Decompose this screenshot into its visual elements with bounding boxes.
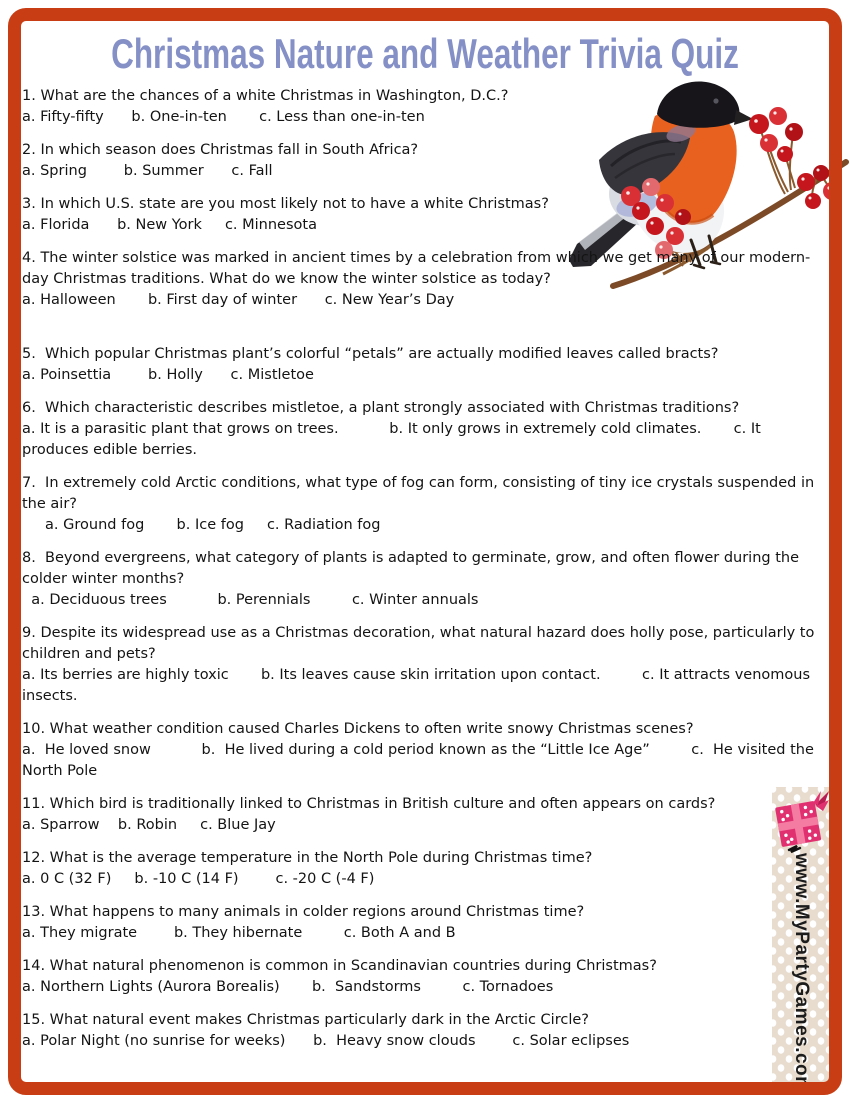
quiz-question (22, 548, 820, 611)
quiz-question (22, 848, 820, 890)
quiz-question (22, 140, 820, 182)
question-text: 5. Which popular Christmas plant’s colorful “petals” are actually modified leaves called bracts? (22, 346, 719, 362)
answer-options: a. Poinsettia b. Holly c. Mistletoe (22, 367, 314, 383)
question-text: 15. What natural event makes Christmas particularly dark in the Arctic Circle? (22, 1012, 589, 1028)
question-text: 12. What is the average temperature in the North Pole during Christmas time? (22, 850, 593, 866)
question-text: 13. What happens to many animals in colder regions around Christmas time? (22, 904, 585, 920)
answer-options: a. Halloween b. First day of winter c. New Year’s Day (22, 292, 455, 308)
quiz-question (22, 1010, 820, 1052)
quiz-question (22, 248, 820, 311)
gift-icon (773, 789, 829, 855)
answer-options: a. Northern Lights (Aurora Borealis) b. Sandstorms c. Tornadoes (22, 979, 554, 995)
quiz-question (22, 398, 820, 461)
answer-options: a. Its berries are highly toxic b. Its leaves cause skin irritation upon contact. c. It attracts venomous insects. (22, 667, 815, 704)
quiz-question (22, 344, 820, 386)
quiz-question (22, 194, 820, 236)
quiz-question (22, 956, 820, 998)
answer-options: a. Ground fog b. Ice fog c. Radiation fog (22, 517, 381, 533)
answer-options: a. Polar Night (no sunrise for weeks) b. Heavy snow clouds c. Solar eclipses (22, 1033, 630, 1049)
question-text: 4. The winter solstice was marked in ancient times by a celebration from which we get many of our modern-day Christmas traditions. What do we know the winter solstice as today? (22, 250, 811, 287)
watermark-strip (772, 787, 830, 1094)
quiz-question (22, 473, 820, 536)
question-text: 1. What are the chances of a white Christmas in Washington, D.C.? (22, 88, 509, 104)
quiz-question (22, 623, 820, 707)
question-text: 2. In which season does Christmas fall in South Africa? (22, 142, 419, 158)
page-title: Christmas Nature and Weather Trivia Quiz (111, 30, 739, 77)
question-list (22, 86, 820, 1064)
quiz-question (22, 902, 820, 944)
question-text: 14. What natural phenomenon is common in Scandinavian countries during Christmas? (22, 958, 657, 974)
watermark-url: www.MyPartyGames.com (791, 853, 812, 1094)
question-text: 7. In extremely cold Arctic conditions, what type of fog can form, consisting of tiny ice crystals suspended in the air? (22, 475, 819, 512)
answer-options: a. They migrate b. They hibernate c. Both A and B (22, 925, 456, 941)
answer-options: a. Fifty-fifty b. One-in-ten c. Less than one-in-ten (22, 109, 425, 125)
quiz-question (22, 794, 820, 836)
answer-options: a. It is a parasitic plant that grows on trees. b. It only grows in extremely cold climates. c. It produces edible berries. (22, 421, 766, 458)
gift-box (775, 801, 821, 847)
squiggle-icon (789, 846, 800, 852)
question-text: 10. What weather condition caused Charles Dickens to often write snowy Christmas scenes? (22, 721, 694, 737)
question-text: 11. Which bird is traditionally linked to Christmas in British culture and often appears on cards? (22, 796, 716, 812)
answer-options: a. Spring b. Summer c. Fall (22, 163, 273, 179)
question-text: 3. In which U.S. state are you most likely not to have a white Christmas? (22, 196, 549, 212)
question-text: 6. Which characteristic describes mistletoe, a plant strongly associated with Christmas traditions? (22, 400, 740, 416)
answer-options: a. 0 C (32 F) b. -10 C (14 F) c. -20 C (-4 F) (22, 871, 375, 887)
answer-options: a. Sparrow b. Robin c. Blue Jay (22, 817, 276, 833)
quiz-question (22, 719, 820, 782)
answer-options: a. Florida b. New York c. Minnesota (22, 217, 317, 233)
answer-options: a. Deciduous trees b. Perennials c. Winter annuals (22, 592, 479, 608)
quiz-question (22, 86, 820, 128)
question-text: 8. Beyond evergreens, what category of plants is adapted to germinate, grow, and often flower during the colder winter months? (22, 550, 804, 587)
question-text: 9. Despite its widespread use as a Christmas decoration, what natural hazard does holly pose, particularly to children and pets? (22, 625, 819, 662)
answer-options: a. He loved snow b. He lived during a cold period known as the “Little Ice Age” c. He visited the North Pole (22, 742, 819, 779)
